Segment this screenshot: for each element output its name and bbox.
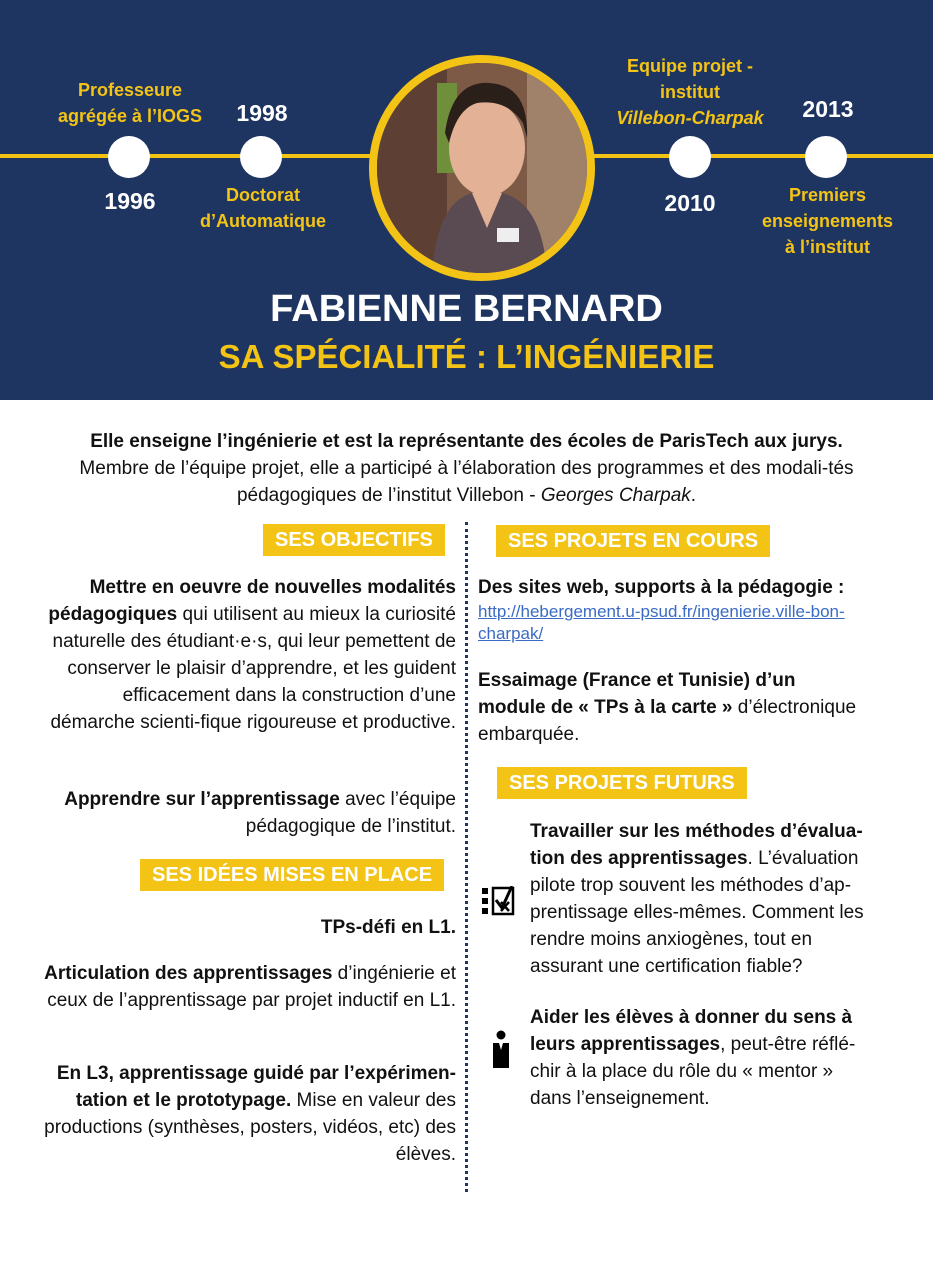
- objectifs-p1-bold: Mettre en oeuvre de nouvelles modalités pédagogiques: [48, 577, 456, 625]
- timeline-dot-1998: [240, 136, 282, 178]
- objectifs-p1-text: qui utilisent au mieux la curiosité naturelle des étudiant·e·s, qui leur pemettent de conserver le plaisir d’apprendre, et les guident efficacement dans la construction d’une démarche scienti-fique rigoureuse et productive.: [50, 604, 456, 733]
- idees-p1-bold: TPs-défi en L1.: [320, 917, 456, 938]
- idees-p2-text: d’ingénierie et ceux de l’apprentissage par projet inductif en L1.: [47, 963, 456, 1011]
- mentor-icon: [491, 1030, 511, 1075]
- heading-objectifs: SES OBJECTIFS: [263, 524, 445, 556]
- timeline-label-2010: Equipe projet - institut Villebon-Charpak: [616, 56, 764, 128]
- projets-cours-paragraph-2: [478, 667, 858, 748]
- timeline-dot-2010: [669, 136, 711, 178]
- idees-paragraph-2: [38, 960, 456, 1014]
- projets-futurs-paragraph-1: [530, 818, 890, 980]
- timeline-year-2013: 2013: [802, 96, 854, 122]
- timeline-label-1998: Doctorat d’Automatique: [200, 185, 326, 231]
- projets-cours-p2-bold: Essaimage (France et Tunisie) d’un module de « TPs à la carte »: [478, 670, 796, 718]
- objectifs-paragraph-1: [38, 574, 456, 736]
- idees-p3-bold: En L3, apprentissage guidé par l’expérimen-tation et le prototypage.: [56, 1063, 456, 1111]
- heading-projets-cours: SES PROJETS EN COURS: [496, 525, 770, 557]
- intro-normal: Membre de l’équipe projet, elle a participé à l’élaboration des programmes et des modali-tés pédagogiques de l’institut Villebon -: [79, 458, 854, 506]
- timeline-dot-2013: [805, 136, 847, 178]
- idees-p3-text: Mise en valeur des productions (synthèses, posters, vidéos, etc) des élèves.: [44, 1090, 456, 1165]
- objectifs-p2-bold: Apprendre sur l’apprentissage: [64, 789, 340, 810]
- intro-italic: Georges Charpak: [540, 485, 691, 506]
- website-link[interactable]: http://hebergement.u-psud.fr/ingenierie.ville-bon-charpak/: [478, 602, 845, 643]
- projets-futurs-p2-bold: Aider les élèves à donner du sens à leurs apprentissages: [530, 1007, 853, 1055]
- timeline-year-1998: 1998: [236, 100, 288, 126]
- intro-text: [20, 428, 913, 509]
- portrait-photo: [369, 55, 595, 281]
- objectifs-paragraph-2: [38, 786, 456, 840]
- heading-projets-futurs: SES PROJETS FUTURS: [497, 767, 747, 799]
- projets-futurs-p1-text: . L’évaluation pilote trop souvent les méthodes d’ap-prentissage elles-mêmes. Comment les rendre moins anxiogènes, tout en assurant une certification fiable?: [530, 848, 864, 977]
- idees-p2-bold: Articulation des apprentissages: [44, 963, 333, 984]
- objectifs-p2-text: avec l’équipe pédagogique de l’institut.: [245, 789, 456, 837]
- intro-end: .: [690, 485, 697, 506]
- checklist-icon: [482, 886, 516, 923]
- intro-bold: Elle enseigne l’ingénierie et est la représentante des écoles de ParisTech aux jurys.: [90, 431, 843, 452]
- projets-cours-p2-text: d’électronique embarquée.: [478, 697, 857, 745]
- projets-futurs-paragraph-2: [530, 1004, 875, 1112]
- timeline-year-2010: 2010: [664, 190, 716, 216]
- timeline-dot-1996: [108, 136, 150, 178]
- person-name: FABIENNE BERNARD: [270, 288, 663, 330]
- header-banner: [0, 0, 933, 400]
- timeline-year-1996: 1996: [104, 188, 156, 214]
- projets-futurs-p1-bold: Travailler sur les méthodes d’évalua-tion des apprentissages: [530, 821, 863, 869]
- projets-cours-p1-bold: Des sites web, supports à la pédagogie :: [478, 577, 845, 598]
- timeline-label-2013: Premiers enseignements à l’institut: [761, 185, 894, 257]
- projets-futurs-p2-text: , peut-être réflé-chir à la place du rôle du « mentor » dans l’enseignement.: [530, 1034, 856, 1109]
- idees-paragraph-1: [38, 914, 456, 941]
- column-divider: [465, 522, 468, 1192]
- specialty-title: SA SPÉCIALITÉ : L’INGÉNIERIE: [218, 338, 715, 375]
- projets-cours-paragraph-1: [478, 574, 883, 645]
- timeline-label-1996: Professeure agrégée à l’IOGS: [57, 80, 203, 126]
- heading-idees: SES IDÉES MISES EN PLACE: [140, 859, 444, 891]
- idees-paragraph-3: [38, 1060, 456, 1168]
